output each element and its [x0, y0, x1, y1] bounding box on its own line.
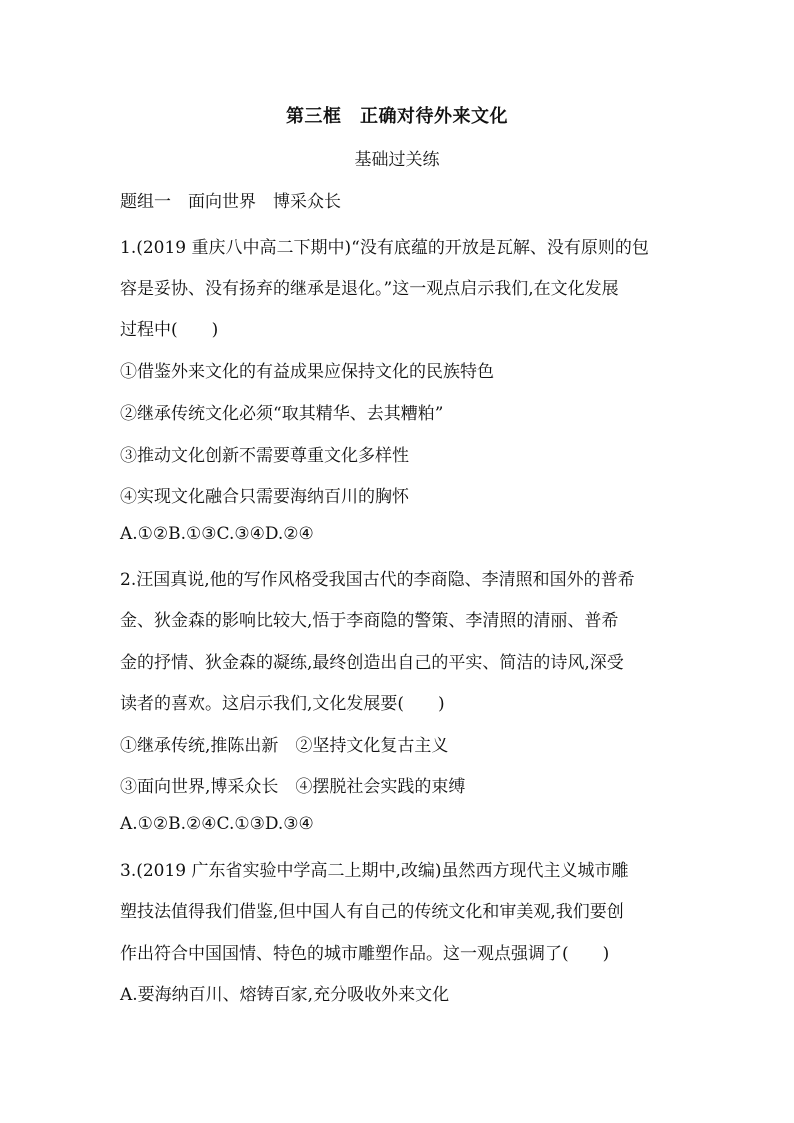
question-3-option-a: A.要海纳百川、熔铸百家,充分吸收外来文化	[120, 985, 450, 1005]
page-title: 第三框 正确对待外来文化	[286, 106, 508, 127]
question-2-options-1-2: ①继承传统,推陈出新 ②坚持文化复古主义	[120, 736, 449, 756]
question-1-answer-choices: A.①②B.①③C.③④D.②④	[120, 524, 314, 544]
question-1-option-2: ②继承传统文化必须“取其精华、去其糟粕”	[120, 404, 444, 424]
question-2-text-line-2: 金、狄金森的影响比较大,悟于李商隐的警策、李清照的清丽、普希	[120, 611, 619, 631]
question-1-text-line-2: 容是妥协、没有扬弃的继承是退化。”这一观点启示我们,在文化发展	[120, 279, 619, 299]
question-1-text-line-1: 1.(2019 重庆八中高二下期中)“没有底蕴的开放是瓦解、没有原则的包	[120, 238, 649, 258]
question-3-text-line-3: 作出符合中国国情、特色的城市雕塑作品。这一观点强调了( )	[120, 944, 610, 964]
question-1-option-1: ①借鉴外来文化的有益成果应保持文化的民族特色	[120, 362, 494, 382]
question-2-text-line-4: 读者的喜欢。这启示我们,文化发展要( )	[120, 694, 445, 714]
question-2-answer-choices: A.①②B.②④C.①③D.③④	[120, 814, 314, 834]
question-3-text-line-2: 塑技法值得我们借鉴,但中国人有自己的传统文化和审美观,我们要创	[120, 902, 624, 922]
page-subtitle: 基础过关练	[354, 150, 440, 170]
question-2-options-3-4: ③面向世界,博采众长 ④摆脱社会实践的束缚	[120, 777, 466, 797]
question-1-option-3: ③推动文化创新不需要尊重文化多样性	[120, 446, 409, 466]
question-3-text-line-1: 3.(2019 广东省实验中学高二上期中,改编)虽然西方现代主义城市雕	[120, 861, 629, 881]
question-1-text-line-3: 过程中( )	[120, 320, 219, 340]
question-2-text-line-1: 2.汪国真说,他的写作风格受我国古代的李商隐、李清照和国外的普希	[120, 570, 635, 590]
section-heading: 题组一 面向世界 博采众长	[120, 192, 341, 212]
question-1-option-4: ④实现文化融合只需要海纳百川的胸怀	[120, 487, 409, 507]
question-2-text-line-3: 金的抒情、狄金森的凝练,最终创造出自己的平实、简洁的诗风,深受	[120, 653, 624, 673]
